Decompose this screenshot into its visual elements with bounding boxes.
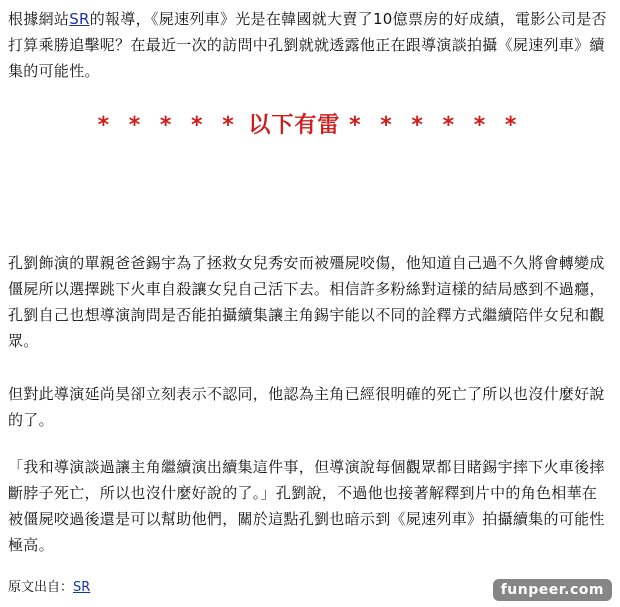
quote-paragraph: 「我和導演談過讓主角繼續演出續集這件事，但導演說每個觀眾都目睹錫宇摔下火車後摔斷脖子死亡，所以也沒什麼好說的了。」孔劉說，不過他也接著解釋到片中的角色相華在被僵屍咬過後還是可以幫助他們，關於這點孔劉也暗示到《屍速列車》拍攝續集的可能性極高。 [8,458,605,554]
source-link[interactable]: SR [73,580,91,595]
director-response-paragraph: 但對此導演延尚昊卻立刻表示不認同，他認為主角已經很明確的死亡了所以也沒什麼好說的了。 [8,385,605,429]
plot-paragraph: 孔劉飾演的單親爸爸錫宇為了拯救女兒秀安而被殭屍咬傷，他知道自己過不久將會轉變成僵屍所以選擇跳下火車自殺讓女兒自己活下去。相信許多粉絲對這樣的結局感到不過癮，孔劉自己也想導演詢問是否能拍攝續集讓主角錫宇能以不同的詮釋方式繼續陪伴女兒和觀眾。 [8,254,605,350]
source-line [8,578,90,598]
site-watermark: funpeer.com [493,579,612,601]
spoiler-warning [8,112,612,140]
spoiler-text: 以下有雷 [248,113,341,138]
sr-source-link[interactable]: SR [69,10,90,28]
spoiler-stars-left: * * * * * [97,113,240,138]
intro-paragraph [8,6,608,84]
intro-text-after-link: 的報導，《屍速列車》光是在韓國就大賣了10億票房的好成績，電影公司是否打算乘勝追擊呢？在最近一次的訪問中孔劉就就透露他正在跟導演談拍攝《屍速列車》續集的可能性。 [8,10,607,80]
source-label: 原文出自： [8,580,74,595]
spoiler-stars-right: * * * * * * [349,113,523,138]
intro-text-before-link: 根據網站 [8,10,70,28]
